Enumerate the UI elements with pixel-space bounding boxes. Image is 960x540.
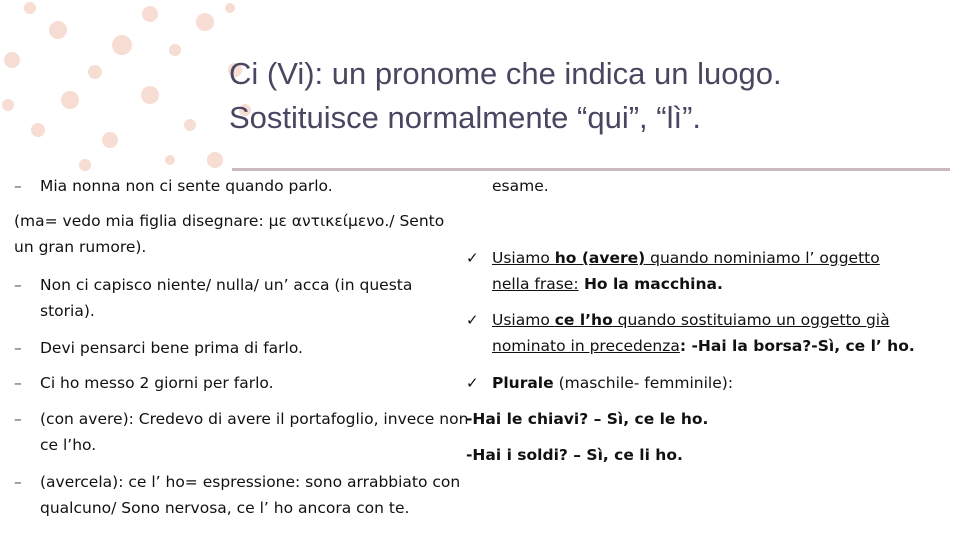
- dash-icon: –: [14, 177, 22, 195]
- dash-icon: –: [14, 410, 22, 428]
- dash-icon: –: [14, 276, 22, 294]
- dash-icon: –: [14, 473, 22, 491]
- check-icon: ✓: [466, 311, 479, 329]
- right-column: esame. ✓ Usiamo ho (avere) quando nominiamo l’ oggetto nella frase: Ho la macchina. ✓ Usiamo ce l’ho quando sostituiamo un oggetto già nominato in precedenza: -Hai la borsa?-Sì, ce l’ ho. ✓ Plurale (maschile- femminile): -Hai le chiavi? – Sì, ce le ho. -Hai i soldi? – Sì, ce li ho.: [466, 0, 946, 540]
- title-rest: un pronome che indica un luogo.: [323, 56, 782, 91]
- check-icon: ✓: [466, 374, 479, 392]
- check-icon: ✓: [466, 249, 479, 267]
- paragraph-1: (ma= vedo mia figlia disegnare: με αντικείμενο./ Sento un gran rumore).: [14, 212, 445, 256]
- dash-icon: –: [14, 339, 22, 357]
- example-line-2: -Hai i soldi? – Sì, ce li ho.: [466, 446, 683, 464]
- example-line-1: -Hai le chiavi? – Sì, ce le ho.: [466, 410, 709, 428]
- left-column: – Mia nonna non ci sente quando parlo. (ma= vedo mia figlia disegnare: με αντικείμενο./ Sento un gran rumore). – Non ci capisco niente/ nulla/ un’ acca (in questa storia). – Devi pensarci bene prima di farlo. – Ci ho messo 2 giorni per farlo. – (con avere): Credevo di avere il portafoglio, invece non ce l’ho. – (avercela): ce l’ ho= espressione: sono arrabbiato con qualcuno/ Sono nervosa, ce l’ ho ancora con te.: [14, 0, 474, 540]
- dash-icon: –: [14, 374, 22, 392]
- title-ci: Ci (Vi):: [229, 56, 324, 91]
- right-top-text: esame.: [492, 177, 549, 195]
- title-line2: Sostituisce normalmente “qui”, “lì”.: [229, 100, 702, 135]
